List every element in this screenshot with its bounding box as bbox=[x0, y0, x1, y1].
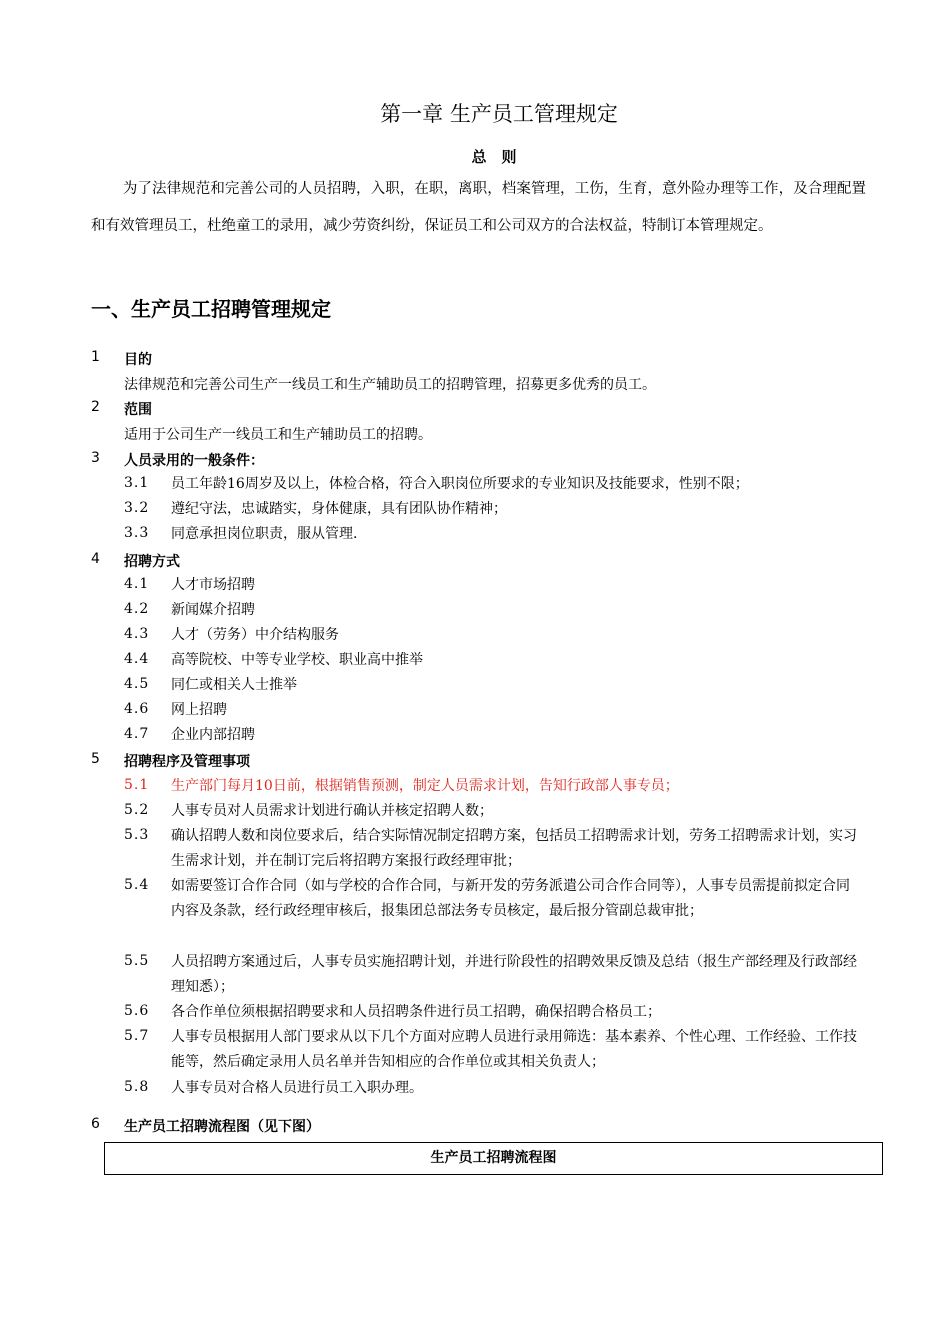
subitem-number: 5.7 bbox=[124, 1028, 150, 1044]
subitem-number: 4.7 bbox=[124, 726, 150, 742]
flowchart-title-box: 生产员工招聘流程图 bbox=[104, 1142, 883, 1175]
item-number: 4 bbox=[91, 551, 100, 567]
subitem-number: 3.1 bbox=[124, 475, 150, 491]
subitem-number: 4.5 bbox=[124, 676, 150, 692]
subitem-text: 企业内部招聘 bbox=[171, 727, 255, 743]
item-heading: 范围 bbox=[124, 402, 152, 418]
item-number: 2 bbox=[91, 399, 100, 415]
item-heading: 招聘程序及管理事项 bbox=[124, 754, 250, 770]
item-number: 1 bbox=[91, 349, 100, 365]
subitem-text: 人才（劳务）中介结构服务 bbox=[171, 627, 339, 643]
subitem-number: 5.2 bbox=[124, 802, 150, 818]
subitem-text: 如需要签订合作合同（如与学校的合作合同，与新开发的劳务派遣公司合作合同等），人事专员需提前拟定合同内容及条款，经行政经理审核后，报集团总部法务专员核定，最后报分管副总裁审批； bbox=[171, 878, 850, 919]
subitem-number: 4.1 bbox=[124, 576, 150, 592]
subitem-text: 人事专员根据用人部门要求从以下几个方面对应聘人员进行录用筛选：基本素养、个性心理、工作经验、工作技能等，然后确定录用人员名单并告知相应的合作单位或其相关负责人； bbox=[171, 1029, 857, 1070]
item-description: 法律规范和完善公司生产一线员工和生产辅助员工的招聘管理，招募更多优秀的员工。 bbox=[124, 377, 656, 393]
subitem-text: 新闻媒介招聘 bbox=[171, 602, 255, 618]
subitem-text: 人事专员对合格人员进行员工入职办理。 bbox=[171, 1080, 423, 1096]
general-heading: 总 则 bbox=[471, 148, 517, 166]
subitem-text: 人事专员对人员需求计划进行确认并核定招聘人数； bbox=[171, 803, 493, 819]
item-heading: 目的 bbox=[124, 352, 152, 368]
item-heading: 人员录用的一般条件： bbox=[124, 453, 264, 469]
subitem-text: 网上招聘 bbox=[171, 702, 227, 718]
item-number: 6 bbox=[91, 1116, 100, 1132]
subitem-number: 4.3 bbox=[124, 626, 150, 642]
intro-paragraph: 为了法律规范和完善公司的人员招聘，入职，在职，离职，档案管理，工伤，生育，意外险办理等工作，及合理配置和有效管理员工，杜绝童工的录用，减少劳资纠纷，保证员工和公司双方的合法权益，特制订本管理规定。 bbox=[91, 181, 866, 234]
item-description: 适用于公司生产一线员工和生产辅助员工的招聘。 bbox=[124, 427, 432, 443]
section-title: 一、生产员工招聘管理规定 bbox=[91, 297, 331, 321]
subitem-number: 4.2 bbox=[124, 601, 150, 617]
subitem-number: 4.6 bbox=[124, 701, 150, 717]
item-heading: 生产员工招聘流程图（见下图） bbox=[124, 1119, 320, 1135]
subitem-number: 5.8 bbox=[124, 1079, 150, 1095]
subitem-text: 员工年龄16周岁及以上，体检合格，符合入职岗位所要求的专业知识及技能要求，性别不限； bbox=[171, 476, 749, 492]
item-number: 3 bbox=[91, 450, 100, 466]
chapter-title: 第一章 生产员工管理规定 bbox=[380, 102, 618, 126]
subitem-text: 确认招聘人数和岗位要求后，结合实际情况制定招聘方案，包括员工招聘需求计划，劳务工招聘需求计划，实习生需求计划，并在制订完后将招聘方案报行政经理审批； bbox=[171, 828, 857, 869]
subitem-text-highlighted: 生产部门每月10日前，根据销售预测，制定人员需求计划，告知行政部人事专员； bbox=[171, 778, 679, 794]
subitem-text: 遵纪守法，忠诚踏实，身体健康，具有团队协作精神； bbox=[171, 501, 507, 517]
subitem-number: 3.2 bbox=[124, 500, 150, 516]
subitem-number: 5.3 bbox=[124, 827, 150, 843]
subitem-text: 同意承担岗位职责，服从管理. bbox=[171, 526, 358, 542]
subitem-text: 同仁或相关人士推举 bbox=[171, 677, 297, 693]
subitem-number: 3.3 bbox=[124, 525, 150, 541]
subitem-number: 5.5 bbox=[124, 953, 150, 969]
subitem-text: 人才市场招聘 bbox=[171, 577, 255, 593]
subitem-text: 高等院校、中等专业学校、职业高中推举 bbox=[171, 652, 423, 668]
subitem-number: 5.1 bbox=[124, 777, 150, 793]
item-number: 5 bbox=[91, 751, 100, 767]
subitem-text: 人员招聘方案通过后，人事专员实施招聘计划，并进行阶段性的招聘效果反馈及总结（报生产部经理及行政部经理知悉）； bbox=[171, 954, 857, 995]
item-heading: 招聘方式 bbox=[124, 554, 180, 570]
subitem-number: 4.4 bbox=[124, 651, 150, 667]
subitem-number: 5.6 bbox=[124, 1003, 150, 1019]
subitem-number: 5.4 bbox=[124, 877, 150, 893]
subitem-text: 各合作单位须根据招聘要求和人员招聘条件进行员工招聘，确保招聘合格员工； bbox=[171, 1004, 661, 1020]
